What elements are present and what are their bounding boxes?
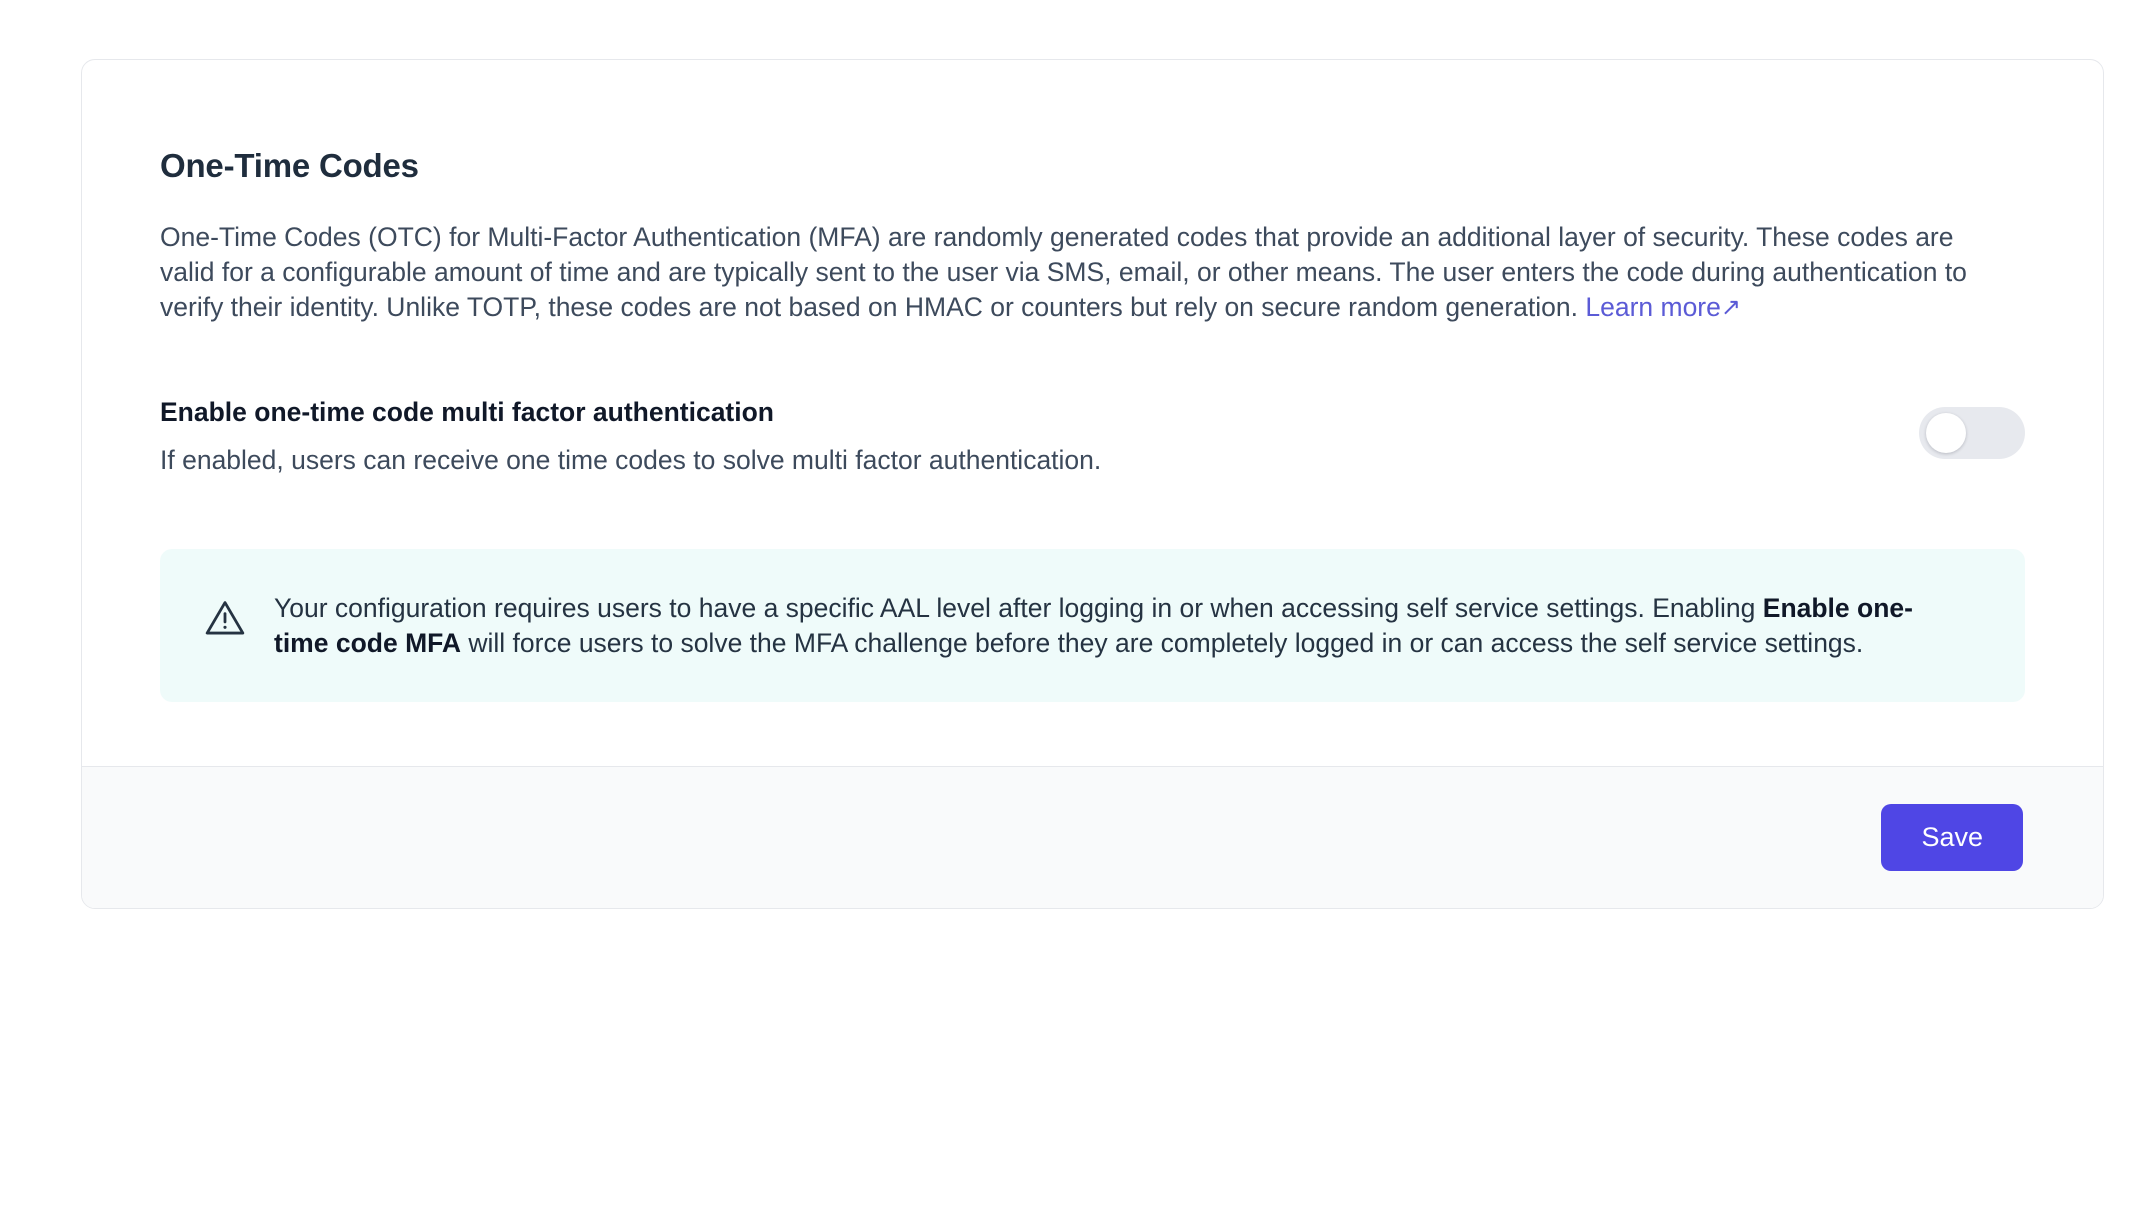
enable-otc-sublabel: If enabled, users can receive one time codes to solve multi factor authentication. xyxy=(160,444,1102,475)
aal-warning-text xyxy=(274,591,1954,660)
aal-warning-emphasis: Enable one-time code MFA xyxy=(274,593,1913,658)
card-description-text: One-Time Codes (OTC) for Multi-Factor Authentication (MFA) are randomly generated codes that provide an additional layer of security. These codes are valid for a configurable amount of time and are typically sent to the user via SMS, email, or other means. The user enters the code during authentication to verify their identity. Unlike TOTP, these codes are not based on HMAC or counters but rely on secure random generation. xyxy=(160,221,1967,322)
enable-otc-toggle[interactable] xyxy=(1919,407,2025,459)
warning-triangle-icon xyxy=(204,597,246,639)
learn-more-label: Learn more xyxy=(1585,291,1721,322)
card-body xyxy=(82,60,2103,766)
enable-otc-row xyxy=(160,395,2025,478)
card-description xyxy=(160,220,1972,325)
aal-warning-text-part-1: Your configuration requires users to have a specific AAL level after logging in or when accessing self service settings. Enabling xyxy=(274,593,1763,624)
enable-otc-texts xyxy=(160,395,1101,478)
aal-warning-text-part-2: will force users to solve the MFA challenge before they are completely logged in or can access the self service settings. xyxy=(461,627,1864,658)
page-title: One-Time Codes xyxy=(160,147,419,184)
save-button[interactable]: Save xyxy=(1881,804,2023,871)
enable-otc-label: Enable one-time code multi factor authentication xyxy=(160,396,774,427)
toggle-knob xyxy=(1926,413,1966,453)
one-time-codes-card xyxy=(81,59,2104,909)
card-footer xyxy=(82,766,2103,908)
aal-warning-callout xyxy=(160,549,2025,702)
learn-more-link[interactable] xyxy=(1585,292,1741,322)
external-link-arrow-icon: ↗ xyxy=(1720,293,1741,321)
